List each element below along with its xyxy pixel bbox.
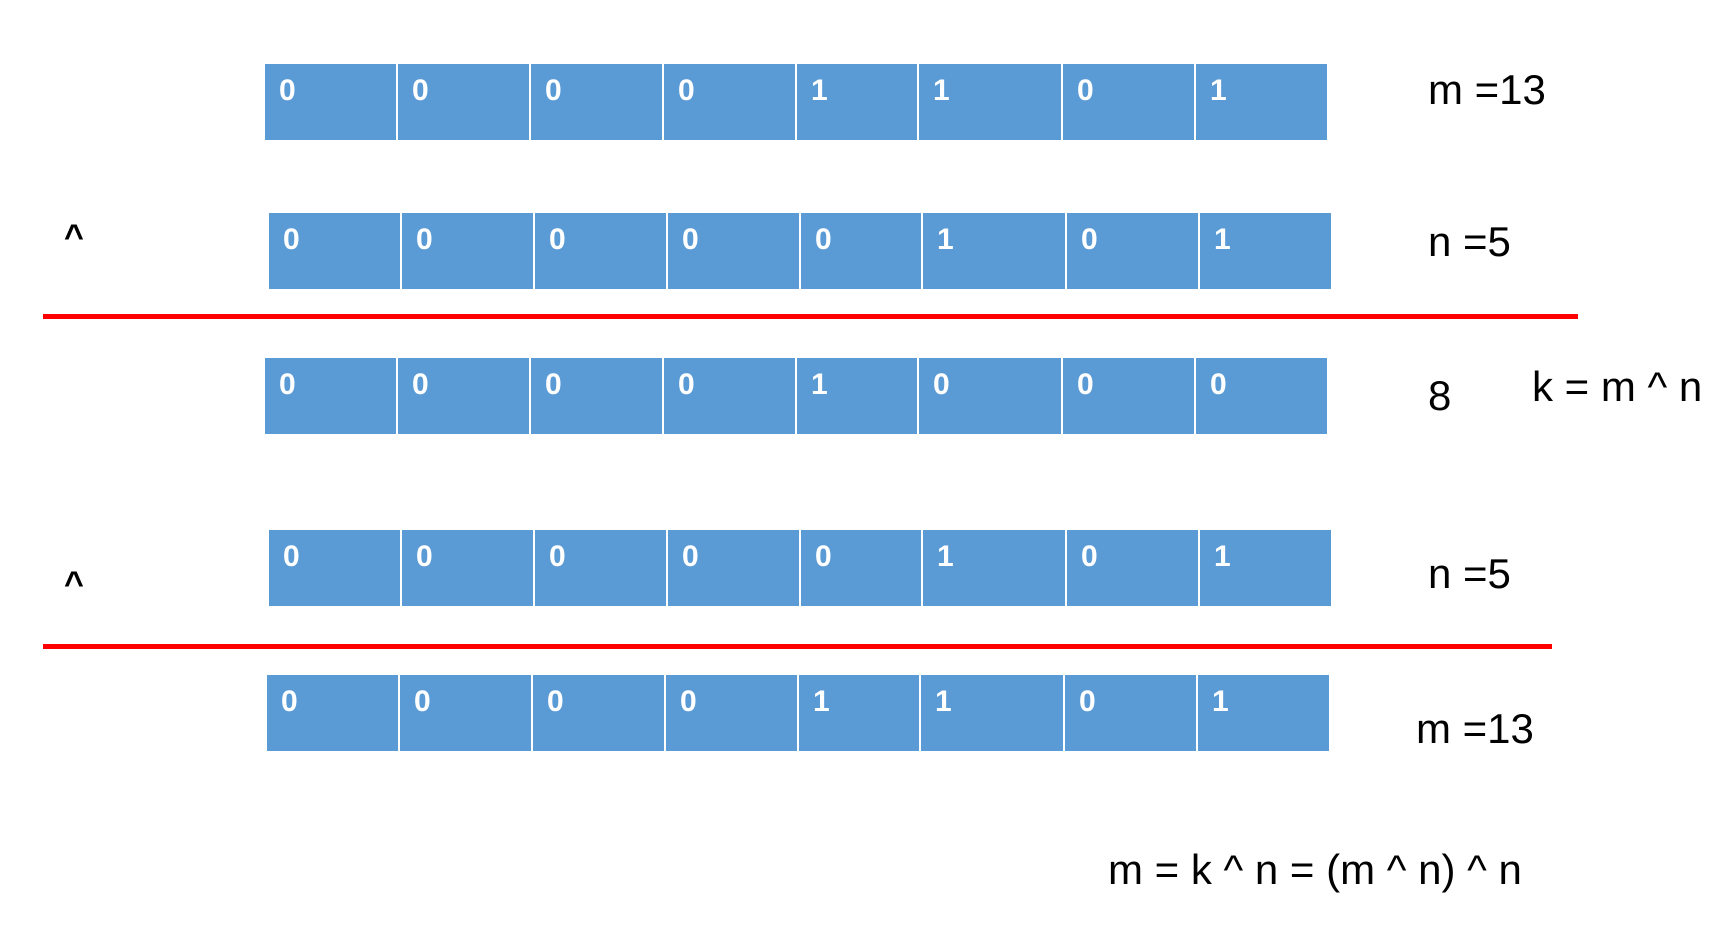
bit-cell: 0	[668, 213, 801, 289]
bit-cell: 0	[265, 64, 398, 140]
bit-cell: 0	[801, 530, 923, 606]
bit-cell: 0	[1067, 530, 1200, 606]
bit-cell: 0	[398, 358, 531, 434]
bit-cell: 1	[797, 358, 919, 434]
bit-cell: 0	[265, 358, 398, 434]
bit-cell: 1	[923, 530, 1067, 606]
bit-cell: 1	[1198, 675, 1329, 751]
bit-cell: 0	[398, 64, 531, 140]
bit-cell: 0	[1063, 64, 1196, 140]
bit-cell: 0	[664, 358, 797, 434]
bit-row-n-2	[269, 530, 1331, 606]
bit-cell: 0	[531, 64, 664, 140]
bit-cell: 1	[1196, 64, 1327, 140]
xor-operator-1: ^	[64, 218, 84, 256]
bit-cell: 1	[923, 213, 1067, 289]
bit-cell: 1	[1200, 530, 1331, 606]
bit-row-m	[265, 64, 1327, 140]
bit-cell: 1	[1200, 213, 1331, 289]
bit-cell: 0	[531, 358, 664, 434]
bit-cell: 0	[1196, 358, 1327, 434]
bit-cell: 0	[1065, 675, 1198, 751]
row-label-k-value: 8	[1428, 372, 1452, 419]
expression-k: k = m ^ n	[1532, 363, 1703, 410]
bit-cell: 0	[664, 64, 797, 140]
bit-cell: 0	[668, 530, 801, 606]
bit-cell: 1	[799, 675, 921, 751]
xor-operator-2: ^	[64, 565, 84, 603]
result-line-2	[43, 644, 1552, 649]
row-label-m: m =13	[1428, 66, 1546, 113]
bit-cell: 0	[801, 213, 923, 289]
result-line-1	[43, 314, 1578, 319]
bit-cell: 0	[919, 358, 1063, 434]
bit-cell: 0	[1063, 358, 1196, 434]
bit-cell: 0	[269, 530, 402, 606]
bit-cell: 1	[919, 64, 1063, 140]
bit-cell: 1	[797, 64, 919, 140]
bit-cell: 0	[267, 675, 400, 751]
row-label-n-2: n =5	[1428, 550, 1511, 597]
bit-cell: 1	[921, 675, 1065, 751]
row-label-n: n =5	[1428, 218, 1511, 265]
expression-final: m = k ^ n = (m ^ n) ^ n	[1108, 846, 1522, 893]
bit-cell: 0	[1067, 213, 1200, 289]
bit-cell: 0	[533, 675, 666, 751]
bit-row-k	[265, 358, 1327, 434]
bit-row-n	[269, 213, 1331, 289]
bit-row-m-2	[267, 675, 1329, 751]
row-label-m-2: m =13	[1416, 705, 1534, 752]
bit-cell: 0	[535, 530, 668, 606]
bit-cell: 0	[666, 675, 799, 751]
bit-cell: 0	[535, 213, 668, 289]
bit-cell: 0	[269, 213, 402, 289]
bit-cell: 0	[400, 675, 533, 751]
bit-cell: 0	[402, 530, 535, 606]
bit-cell: 0	[402, 213, 535, 289]
